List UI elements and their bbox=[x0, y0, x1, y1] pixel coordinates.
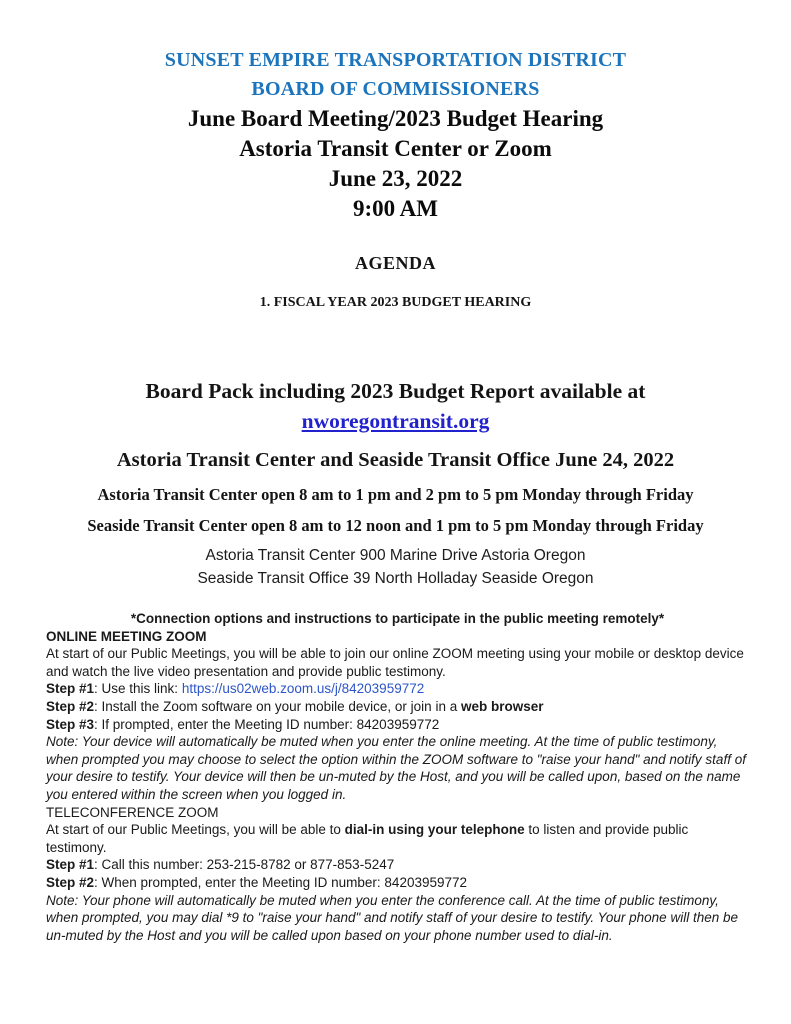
astoria-hours: Astoria Transit Center open 8 am to 1 pm and 2 pm to 5 pm Monday through Friday bbox=[97, 485, 694, 504]
teleconference-step-1 bbox=[46, 856, 749, 874]
online-step-2-text: : Install the Zoom software on your mobile device, or join in a bbox=[94, 698, 461, 714]
teleconference-step-2 bbox=[46, 874, 749, 892]
online-step-3-label: Step #3 bbox=[46, 716, 95, 732]
astoria-address: Astoria Transit Center 900 Marine Drive Astoria Oregon bbox=[205, 547, 586, 564]
online-step-1-label: Step #1 bbox=[46, 681, 95, 697]
organization-name-line1: SUNSET EMPIRE TRANSPORTATION DISTRICT bbox=[164, 49, 627, 71]
agenda-item-1: 1. FISCAL YEAR 2023 BUDGET HEARING bbox=[259, 295, 532, 310]
teleconference-note: Note: Your phone will automatically be muted when you enter the conference call. At the time of public testimony, when prompted, you may dial *9 to "raise your hand" and notify staff of your desire to testify. Your phone will then be un-muted by the Host and you will be called upon based on your phone number used to dial-in. bbox=[46, 892, 738, 943]
board-pack-section bbox=[0, 376, 791, 436]
meeting-location: Astoria Transit Center or Zoom bbox=[239, 136, 552, 161]
seaside-hours: Seaside Transit Center open 8 am to 12 noon and 1 pm to 5 pm Monday through Friday bbox=[87, 516, 704, 535]
document-header bbox=[0, 0, 791, 224]
meeting-date: June 23, 2022 bbox=[328, 166, 463, 191]
online-step-3 bbox=[46, 716, 749, 734]
remote-participation-heading: *Connection options and instructions to participate in the public meeting remotely* bbox=[130, 611, 665, 626]
agenda-heading: AGENDA bbox=[354, 253, 436, 273]
availability-heading: Astoria Transit Center and Seaside Transit Office June 24, 2022 bbox=[116, 449, 675, 471]
online-step-2-label: Step #2 bbox=[46, 698, 95, 714]
teleconference-intro bbox=[46, 821, 749, 856]
online-step-1-text: : Use this link: bbox=[94, 681, 182, 697]
board-pack-text: Board Pack including 2023 Budget Report available at bbox=[145, 379, 646, 403]
zoom-meeting-link[interactable]: https://us02web.zoom.us/j/84203959772 bbox=[181, 681, 425, 697]
online-step-1 bbox=[46, 680, 749, 698]
teleconference-step-1-text: : Call this number: 253-215-8782 or 877-853-5247 bbox=[94, 857, 395, 873]
teleconference-step-2-label: Step #2 bbox=[46, 874, 95, 890]
online-meeting-note: Note: Your device will automatically be muted when you enter the online meeting. At the time of public testimony, when prompted you may choose to select the option within the ZOOM software to "raise your hand" and notify staff of your desire to testify. Your device will then be un-muted by the Host, and you will be called upon, based on the name you entered within the screen when you logged in. bbox=[46, 734, 746, 802]
addresses-block bbox=[0, 544, 791, 590]
remote-participation-section bbox=[0, 610, 791, 944]
teleconference-step-1-label: Step #1 bbox=[46, 857, 95, 873]
meeting-title: June Board Meeting/2023 Budget Hearing bbox=[187, 106, 604, 131]
teleconference-intro-post: to listen and provide public testimony. bbox=[46, 822, 689, 855]
online-step-2 bbox=[46, 698, 749, 716]
online-step-2-bold: web browser bbox=[460, 698, 544, 714]
online-meeting-heading: ONLINE MEETING ZOOM bbox=[46, 628, 207, 644]
online-meeting-intro: At start of our Public Meetings, you will be able to join our online ZOOM meeting using your mobile or desktop device and watch the live video presentation and provide public testimony. bbox=[46, 646, 744, 679]
online-step-3-text: : If prompted, enter the Meeting ID number: 84203959772 bbox=[94, 716, 440, 732]
seaside-address: Seaside Transit Office 39 North Holladay Seaside Oregon bbox=[197, 570, 594, 587]
teleconference-intro-bold: dial-in using your telephone bbox=[344, 822, 525, 838]
teleconference-step-2-text: : When prompted, enter the Meeting ID number: 84203959772 bbox=[94, 874, 468, 890]
meeting-time: 9:00 AM bbox=[353, 196, 438, 221]
teleconference-heading: TELECONFERENCE ZOOM bbox=[46, 804, 219, 820]
organization-name-line2: BOARD OF COMMISSIONERS bbox=[251, 78, 540, 100]
board-pack-link[interactable]: nworegontransit.org bbox=[301, 409, 490, 433]
teleconference-intro-pre: At start of our Public Meetings, you will be able to bbox=[46, 822, 345, 838]
